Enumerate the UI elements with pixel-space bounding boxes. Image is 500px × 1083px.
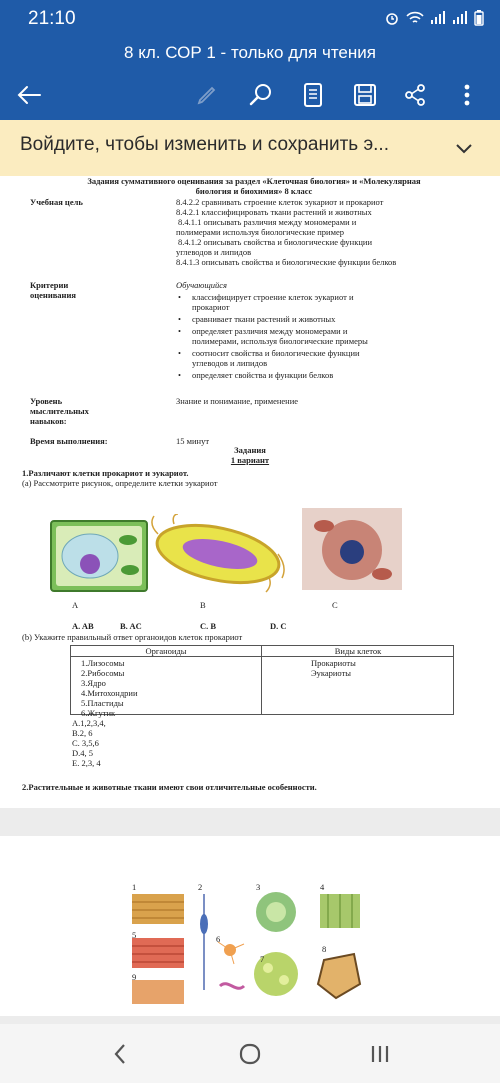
status-time: 21:10 [28,8,76,29]
answer-option: A.1,2,3,4, [72,718,106,728]
bullet: • [178,292,181,302]
more-vertical-icon [463,83,471,107]
criteria-label: оценивания [30,290,76,300]
tissue-number: 8 [322,944,327,954]
back-button[interactable] [12,78,46,112]
option-c: C. B [200,621,217,631]
banner-text: Войдите, чтобы изменить и сохранить э... [20,134,389,155]
status-bar [0,0,500,40]
goal-line: 8.4.2.2 сравнивать строение клеток эукариот и прокариот [176,197,384,207]
level-label: навыков: [30,416,67,426]
tissue-number: 6 [216,934,221,944]
level-label: мыслительных [30,406,89,416]
criteria-intro: Обучающийся [176,280,228,290]
criteria-line: полимерами, используя биологические примеры [192,336,368,346]
nav-back-button[interactable] [106,1041,134,1067]
alarm-icon [384,10,400,26]
tissue-number: 2 [198,882,203,892]
image-label-b: B [200,600,206,610]
time-value: 15 минут [176,436,210,446]
goal-line: 8.4.1.2 описывать свойства и биологические функции [178,237,373,247]
search-button[interactable] [244,78,278,112]
signal-icon [430,11,446,25]
share-button[interactable] [398,78,432,112]
table-head-organoids: Органоиды [145,646,187,656]
option-d: D. C [270,621,287,631]
level-label: Уровень [30,396,63,406]
chevron-down-icon[interactable] [454,138,474,158]
cell-type: Прокариоты [311,658,356,668]
sign-in-banner[interactable] [0,120,500,176]
cell-type: Эукариоты [311,668,351,678]
save-icon [353,83,377,107]
option-b: B. AC [120,621,142,631]
criteria-line: классифицирует строение клеток эукариот и [192,292,354,302]
goal-label: Учебная цель [30,197,83,207]
bullet: • [178,326,181,336]
tissue-number: 5 [132,930,137,940]
phone-document-icon [303,82,323,108]
goal-line: 8.4.1.1 описывать различия между мономерами и [178,217,357,227]
goal-line: углеводов и липидов [176,247,252,257]
tissue-number: 3 [256,882,261,892]
doc-heading-2: биология и биохимия» 8 класс [195,186,313,196]
tissue-number: 1 [132,882,137,892]
variant-title: 1 вариант [230,455,270,465]
criteria-line: сравнивает ткани растений и животных [192,314,336,324]
bullet: • [178,314,181,324]
criteria-line: определяет различия между мономерами и [192,326,348,336]
more-options-button[interactable] [450,78,484,112]
bullet: • [178,348,181,358]
question-2: 2.Растительные и животные ткани имеют свои отличительные особенности. [22,782,317,792]
system-nav-bar [0,1024,500,1083]
chevron-left-icon [113,1043,127,1065]
question-1: 1.Различают клетки прокариот и эукариот. [22,468,189,478]
share-icon [403,83,427,107]
plant-cell-image [50,520,148,592]
tissue-number: 9 [132,972,137,982]
animal-cell-image [302,508,402,590]
criteria-line: прокариот [192,302,230,312]
question-1a: (a) Рассмотрите рисунок, определите клетки эукариот [22,478,218,488]
app-bar [0,40,500,120]
save-button[interactable] [348,78,382,112]
bullet: • [178,370,181,380]
table-row: 3.Ядро [81,678,106,688]
bacterium-image [148,514,288,594]
criteria-line: соотносит свойства и биологические функции [192,348,360,358]
arrow-left-icon [16,85,42,105]
signal-icon-2 [452,11,468,25]
image-label-c: C [332,600,338,610]
criteria-line: углеводов и липидов [192,358,268,368]
status-icons [384,10,484,26]
battery-icon [474,10,484,26]
search-icon [248,82,274,108]
table-row: 6.Жгутик [81,708,116,718]
option-a: A. AB [72,621,94,631]
goal-line: 8.4.2.1 классифицировать ткани растений и животных [176,207,372,217]
table-divider [261,646,262,714]
reading-mode-button[interactable] [296,78,330,112]
level-value: Знание и понимание, применение [176,396,299,406]
criteria-line: определяет свойства и функции белков [192,370,334,380]
recents-icon [370,1043,390,1065]
goal-line: 8.4.1.3 описывать свойства и биологические функции белков [176,257,397,267]
document-title: 8 кл. СОР 1 - только для чтения [124,43,376,62]
table-row: 1.Лизосомы [81,658,125,668]
criteria-label: Критерии [30,280,69,290]
pencil-icon [195,83,219,107]
nav-home-button[interactable] [236,1041,264,1067]
home-circle-icon [238,1042,262,1066]
tasks-title: Задания [234,445,266,455]
table-row: 2.Рибосомы [81,668,125,678]
answer-option: C. 3,5,6 [72,738,99,748]
organoid-table [70,645,454,718]
table-head-cell-types: Виды клеток [334,646,382,656]
table-row: 4.Митохондрии [81,688,138,698]
question-1b: (b) Укажите правильный ответ органоидов клеток прокариот [22,632,243,642]
image-label-a: A [72,600,79,610]
tissues-image [128,888,364,1006]
document-page-1 [0,176,500,808]
goal-line: полимерами используя биологические пример [176,227,344,237]
tissue-number: 4 [320,882,325,892]
answer-option: D.4, 5 [72,748,94,758]
table-row: 5.Пластиды [81,698,124,708]
document-page-2 [0,836,500,1016]
doc-heading-1: Задания суммативного оценивания за раздел «Клеточная биология» и «Молекулярная [87,176,421,186]
answer-option: E. 2,3, 4 [72,758,101,768]
time-label: Время выполнения: [30,436,108,446]
tissue-number: 7 [260,954,265,964]
answer-option: B.2, 6 [72,728,93,738]
edit-button[interactable] [190,78,224,112]
nav-recents-button[interactable] [366,1041,394,1067]
wifi-icon [406,11,424,25]
